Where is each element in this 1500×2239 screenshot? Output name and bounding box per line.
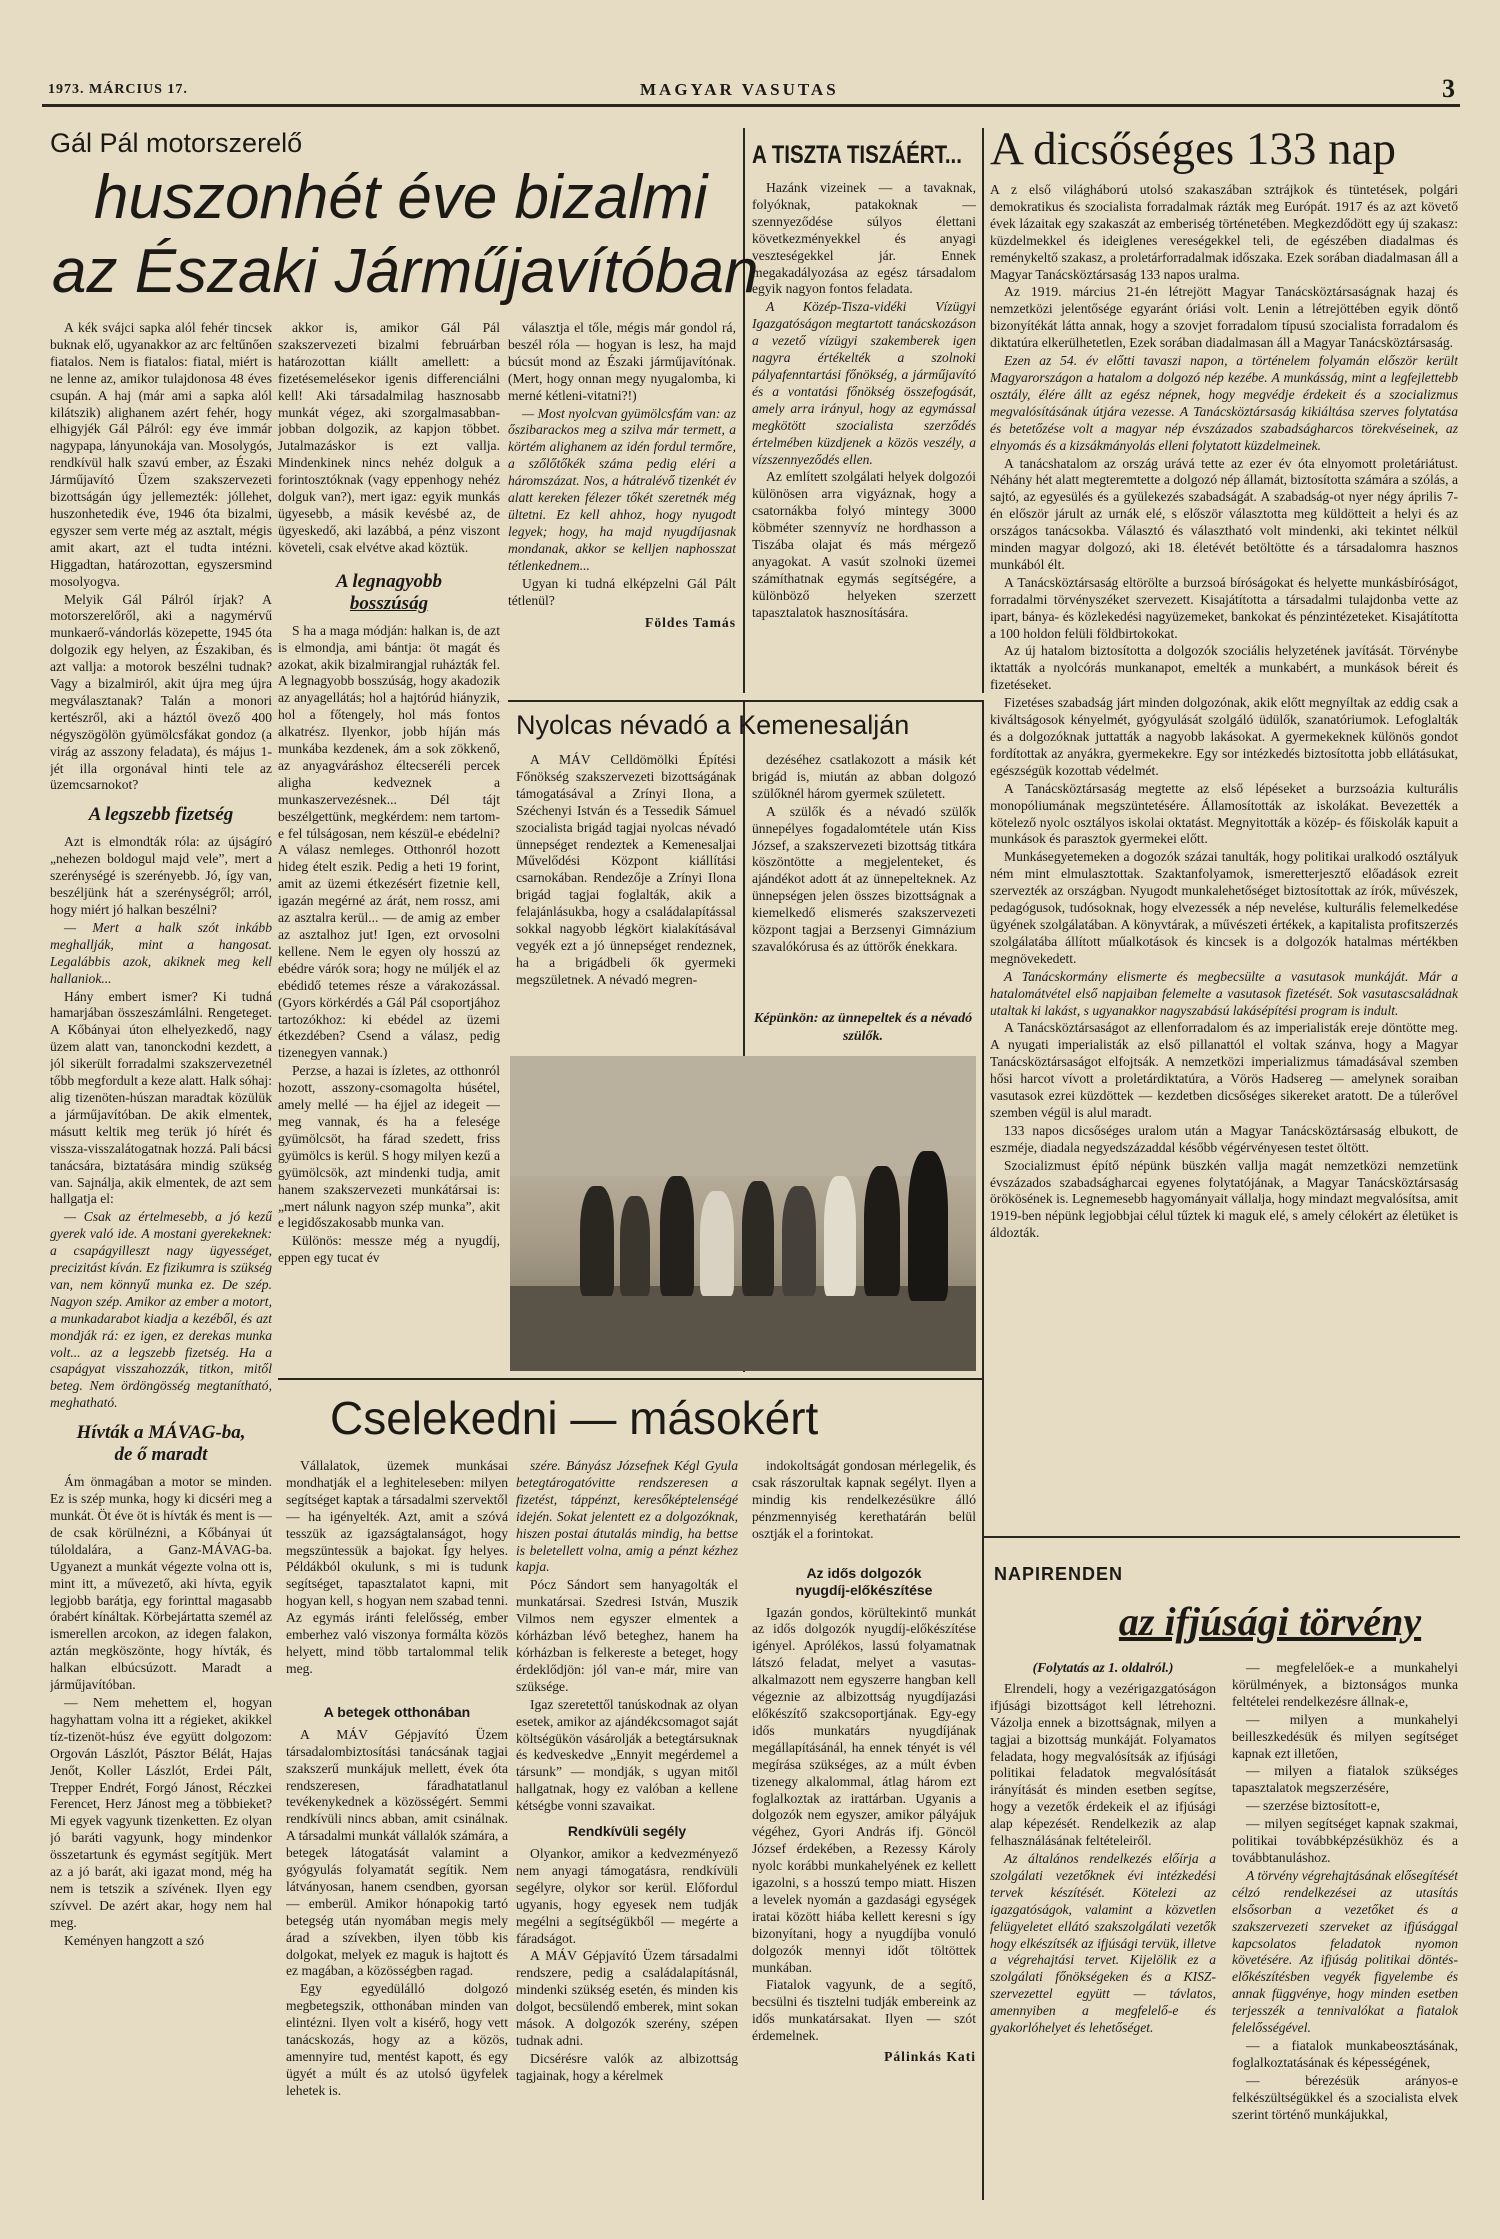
photo-floor [510, 1286, 976, 1371]
paragraph: Szocializmust építő népünk büszkén vallja magát nemzetközi nemzetünk évszázados szabadságharcai egyenes folytatójának, a Magyar Tanácsköztársaság örökösének is. Legnemesebb hagyományait vállalja, hogy mindazt megvalósítsa, amit 1919-ben népünk legjobbjai célul tűztek ki maguk elé, s amely célokért az életüket is áldozták. [990, 1157, 1458, 1241]
paragraph: Hazánk vizeinek — a tavaknak, folyóknak, patakoknak — szennyeződése súlyos élettani következményekkel és anyagi veszteségekkel jár. Ennek megakadályozása az egész társadalom egyik nagyon fontos feladata. [752, 180, 976, 297]
paragraph: Fizetéses szabadság járt minden dolgozónak, akik előtt megnyíltak az eddig csak a kiváltságosok kényelmét, gyógyulását szolgáló üdülők, szanatóriumok. Lefoglalták és a dolgozóknak juttatták a nagyobb lakásokat. A gyermekeknek különös gondot fordítottak az anyákra, gyermekekre. Egy sor intézkedés biztosította jobb ellátásukat, egészségük kozottab védelmét. [990, 695, 1458, 778]
paragraph: Igazán gondos, körültekintő munkát az idős dolgozók nyugdíj-előkészítése igényel. Aprólékos, lassú folyamatnak látszó feladat, melyet a vasutas-alkalmazott nem egyszerre hangban kell végeznie az albizottság nyugdíjazási előkészítő szakcsoportjának. Egy-egy idős munkatárs nyugdíjának megállapításánál, ha ennek tényét is vél megírása szükséges, az a múlt évben tizenegy alkalommal, átlag három ezt foglalkoztak az irattárban. Ugyanis a dolgozók nem egyszer, amikor pályájuk végéhez, Gyori András ifj. Göncöl József érdekében, a Rezessy Károly nyolc korábbi munkahelyének ez kellett igazolni, s a hosszú tempo miatt. Hiszen a levelek nyomán a gazdasági egységek iratai között hiába kellett keresni s így bizonyítani, hogy a nyugdíjba vonuló dolgozók mennyi időt töltöttek munkában. [752, 1604, 976, 1975]
photo-person [580, 1186, 614, 1296]
paragraph: A tanácshatalom az ország urává tette az ezer év óta elnyomott proletáriátust. Néhány hét alatt megteremtette a dolgozó nép államát, biztosította számára a szólás, a sajtó, az egyesülés és a gyülekezés szabadságát. A szabadság-ot nyer négy április 7-én először járult az urnák elé, s először választotta meg küldötteit a helyi és az országos tanácsokba. Választó és választható volt mindenki, aki tekintet nélkül minden magyar dolgozó, aki 18. életévét betöltötte és a társadalomra hasznos munkából élt. [990, 455, 1458, 572]
nyolcas-headline: Nyolcas névadó a Kemenesalján [516, 710, 910, 740]
main-kicker: Gál Pál motorszerelő [50, 128, 303, 158]
paragraph: A MÁV Celldömölki Építési Főnökség szakszervezeti bizottságának támogatásával a Zrínyi Ilona, a Széchenyi István és a Tessedik Sámuel szocialista brigád tagjai nyolcas névadó ünnepséget rendeztek a Kemenesaljai Művelődési Központ kiállítási csarnokában. Rendezője a Zrínyi Ilona brigád tagjai foglalták, akik a felajánlásukba, hogy a családalapítással sokkal nagyobb légkört kialakításával vegyék ezt a jó ünnepséget rendeznek, ha a brigádbeli ők gyermeki megszületnek. A névadó megren- [516, 752, 736, 987]
photo-person [620, 1196, 650, 1296]
main-headline-line2: az Északi Járműjavítóban [52, 237, 759, 306]
paragraph: Az 1919. március 21-én létrejött Magyar Tanácsköztársaságnak hazaj és nemzetközi jelentősége egyaránt óriási volt. Lenin a létrejöttében egyik döntő bizonyítékát látta annak, hogy a szovjet forradalom típusú szocialista forradalom és diktatúra elkerülhetetlen, Ezek sorában diadalmasan áll a Magyar Tanácsköztársaság. [990, 284, 1458, 351]
subheading-nyugdij [752, 1565, 976, 1599]
paragraph: dezéséhez csatlakozott a másik két brigád is, miután az abban dolgozó szülőknél három gyermek született. [752, 752, 976, 801]
paragraph: Az új hatalom biztosította a dolgozók szociális helyzetének javítását. Törvénybe iktatták a nyolcórás munkanapot, emelték a munkabért, a munkások béreit és fizetéseket. [990, 643, 1458, 693]
paragraph: A törvény végrehajtásának elősegítését célzó rendelkezései az utasítás elsősorban a vezetőket és a szakszervezeti szerveket az ifjúsággal kapcsolatos feladatok nyomon követésére. Az ifjúság politikai döntés-előkészítésben vegyék figyelembe és annak függvénye, hogy minden esetben terjesszék a tennivalókat a fiatalok felelősségével. [1232, 1867, 1458, 2036]
naming-ceremony-photo [510, 1056, 976, 1371]
paragraph: akkor is, amikor Gál Pál szakszervezeti bizalmi februárban határozottan kiállt amellett: a fizetésemelésekor igenis differenciálni kell! Aki társadalmilag hasznosabb munkát végez, aki szorgalmasabban-jobban dolgozik, az kapjon többet. Jutalmazáskor is ezt vallja. Mindenkinek nincs nehéz dolguk a forintosztóknak (vagy eppenhogy nehéz dolguk van?), mert igaz: egyik munkás ügyesebb, a másik kevésbé az, de ügyeskedő, aki lazábbá, a pénz viszont követeli, csak elvétve akad köztük. [278, 320, 500, 555]
paragraph: Az általános rendelkezés előírja a szolgálati vezetőknek évi intézkedési tervek készítését. Kötelezi az igazgatóságok, valamint a közvetlen felügyeletet ellátó szakszolgálati vezetők hogy elkészítsék az ifjúsági tervük, illetve a végrehajtási tervet. Kijelölik ez a szolgálati főnökségeken és a KISZ-szervezettel együtt — távlatos, amennyiben a megfelelő-e és gyakorlóhelyet és lehetőséget. [990, 1850, 1216, 2036]
napirenden-column-1 [990, 1660, 1216, 2200]
subheading-nyugdij-line1: Az idős dolgozók [806, 1564, 922, 1581]
paragraph: Ugyan ki tudná elképzelni Gál Pált tétlenül? [508, 575, 736, 608]
paragraph: 133 napos dicsőséges uralom után a Magyar Tanácsköztársaság elbukott, de eszméje, diadala negyedszázaddal később végérvényesen testet öltött. [990, 1122, 1458, 1155]
paragraph: Dicsérésre valók az albizottság tagjainak, hogy a kérelmek [516, 2050, 738, 2083]
paragraph: A Tanácsköztársaságot az ellenforradalom és az imperialisták ereje döntötte meg. A nyugati imperialisták az első pillanattól el voltak szánva, hogy a Magyar Tanácsköztársaságot elfojtsák. A nemzetközi imperializmus támadásával szemben hősi harcot vívott a proletárdiktatúra, a Vörös Hadsereg — amelynek soraiban vasutasok ezrei küzdöttek — kezdetben dicsőséges sikereket aratott. De a túlerővel szemben végül is alul maradt. [990, 1020, 1458, 1120]
paragraph: Különös: messze még a nyugdíj, eppen egy tucat év [278, 1233, 500, 1266]
paragraph: — Csak az értelmesebb, a jó kezű gyerek való ide. A mostani gyerekeknek: a csapágyilleszt nagy ügyességet, precizitást kíván. Ez fizikumra is szükség van, nem könnyű munka ez. De szép. Nagyon szép. Amikor az ember a motort, a munkadarabot kiadja a kezéből, és azt mondják rá: ez igen, ez derekas munka volt... az a legszebb fizetség. Ha a csapágyat visszahozzák, titkon, mitől beteg. Nem ördöngösség megtanítható, meghatható. [50, 1209, 272, 1411]
photo-back-wall [510, 1056, 976, 1176]
napirenden-column-2 [1232, 1660, 1458, 2200]
main-column-3 [508, 320, 736, 695]
separator-tisza-left [743, 128, 745, 693]
paragraph: A szülők és a névadó szülők ünnepélyes fogadalomtétele után Kiss József, a szakszervezeti bizottság titkára köszöntötte a megjelenteket, és ajándékot adott át az ünnepelteknek. Az ünnepségen jelen összes bizottságnak a kiemelkedő elismerés szakszervezeti központ tagjai a Berzsenyi Gimnázium szavalókórusa és az úttörők énekkara. [752, 803, 976, 954]
paragraph: A Tanácsköztársaság megtette az első lépéseket a burzsoázia kulturális monopóliumának megszüntetésére. Államosították az iskolákat. Bevezették a kötelező nyolc osztályos iskolai oktatást. Megnyitották a közép- és főiskolák kapuit a munkások és parasztok gyermekei előtt. [990, 780, 1458, 847]
photo-person [782, 1186, 816, 1296]
paragraph: szére. Bányász Józsefnek Kégl Gyula betegtárogatóvitte rendszeresen a fizetést, táppénzt, keresőképtelenségé idején. Sokat jelentett ez a dolgozóknak, hiszen postai átutalás mindig, ha bettse is beletellett volna, amig a pénzt kézhez kapja. [516, 1458, 738, 1575]
separator-above-nyolcas [508, 700, 984, 702]
paragraph: A kék svájci sapka alól fehér tincsek buknak elő, ugyanakkor az arc feltűnően fiatalos. Nem is fiatalos: fiatal, miért is ne lenne az, amikor tulajdonosa 48 éves csupán. A haj (már ami a sapka alól kilátszik) alighanem azért fehér, hogy elhigyjék Gál Pálról: egy éve immár nagypapa, lányunokája van. Mosolygós, rendkívül halk szavú ember, az Északi Járműjavító Üzem szakszervezeti bizottságán úgy jellemezték: jóllehet, huszonhetedik éve, 1946 óta bizalmi, egyszer sem verte még az asztalt, mégis amit akart, azt el tudta intézni. Higgadtan, határozottan, egyszersmind mosolyogva. [50, 320, 272, 589]
separator-right-column [982, 700, 984, 2200]
list-item: — bérezésük arányos-e felkészültségükkel és a szocialista elvek szerint történő munkájukkal, [1232, 2072, 1458, 2122]
cselekedni-signature: Pálinkás Kati [884, 2049, 976, 2065]
headline-133: A dicsőséges 133 nap [990, 123, 1396, 175]
paragraph: Azt is elmondták róla: az újságíró „nehezen boldogul majd vele”, mert a szerénységé is szerényebb. Jó, így van, beszéljünk hát a szerénységről; arról, hogy miért jó halkan beszélni? [50, 834, 272, 917]
photo-person [824, 1176, 856, 1296]
separator-tisza-right [982, 128, 984, 693]
paragraph: Pócz Sándort sem hanyagolták el munkatársai. Szedresi István, Muszik Vilmos nem egyszer elmentek a kórházban lévő beteghez, hanem ha kórházban is felkereste a beteget, hogy érdeklődjön: jól van-e már, mire van szüksége. [516, 1577, 738, 1694]
list-item: — milyen segítséget kapnak szakmai, politikai továbbképzésükhöz és a továbbtanuláshoz. [1232, 1816, 1458, 1865]
paragraph: S ha a maga módján: halkan is, de azt is elmondja, ami bántja: öt magát és azokat, akik bizalmirangjal ruházták fel. A legnagyobb bosszúság, hogy akadozik az anyagellátás; hol a hajtórúd hiányzik, hol a főtengely, hol más fontos alkatrész. Ilyenkor, jobb híján más munkába kezdenek, ám a sok zökkenő, az anyagváráshoz éltecseréli percek aligha kedveznek a munkaszervezésnek... Dél tájt beszélgettünk, megkérdem: nem tartom-e fel túlságosan, nem készül-e ebédelni? A válasz nemleges. Otthonról hozott hideg ételt eszik. Pedig a heti 19 forint, amit az üzemi étkezésért fizetnie kell, igazán megérné az árát, nem rossz, ami az asztalra kerül... — de amig az ember az asztalhoz jut! Igen, ezt orvosolni kellene. Nem le egyen oly hosszú az ebédre várók sora; hogy ne múljék el az ebédidő tetemes része a várakozással. (Gyors körkérdés a Gál Pál csoportjához tartozókhoz: ki ebédel az üzemi étkezdében? Csend a válasz, pedig tizenegyen vannak.) [278, 622, 500, 1061]
paragraph: A Tanácskormány elismerte és megbecsülte a vasutasok munkáját. Már a hatalomátvétel első napjaiban felemelte a vasutasok fizetését. Sok vasutascsaládnak utaltak ki lakást, s ugyanakkor nagyszabású lakásépítési program is indult. [990, 968, 1458, 1018]
column-133 [990, 182, 1458, 1527]
subheading-mavag-line1: Hívták a MÁVAG-ba, [76, 1422, 246, 1444]
subheading-nyugdij-line2: nyugdíj-előkészítése [795, 1581, 933, 1598]
paragraph: Ám önmagában a motor se minden. Ez is szép munka, hogy ki dicséri meg a munkát. Öt éve öt is hívták és ment is — de csak körülnézni, a Kőbányai út túloldalára, a Ganz-MÁVAG-ba. Ugyanezt a munkát végezte volna ott is, mint itt, a művezető, aki hívta, egyik legjobb barátja, egy forinttal magasabb órabért kínáltak. Körbejártatta személ az ismerellen arcokon, az idegen falakon, aztán megköszönte, hogy hívták, és halkan elbúcsúzott. Maradt a járműjavítóban. [50, 1474, 272, 1693]
paragraph: A Közép-Tisza-vidéki Vízügyi Igazgatóságon megtartott tanácskozáson a vezető vízügyi szakemberek igen nagyra értékelték a szolnoki pályafenntartási főnökség, a járműjavító és a vontatási főnökség összefogását, amely arra irányul, hogy az egymással megkötött szocialista szerződés értelmében küzdjenek a közös veszély, a vízszennyeződés ellen. [752, 299, 976, 467]
subheading-bosszusag-line2: bosszúság [349, 592, 429, 614]
photo-person [742, 1181, 774, 1296]
photo-person [908, 1151, 948, 1301]
paragraph: — Most nyolcvan gyümölcsfám van: az őszibarackos meg a szilva már termett, a körtém alighanem az idén fordul termőre, a szőlőtőkék száma pedig eléri a háromszázat. Nos, a hátralévő tizenkét év alatt kereken félezer tőkét szeretnék még ültetni. Ez kell ahhoz, hogy nyugodt legyek; hogy, ha majd nyugdíjasnak mondanak, akkor se kelljen naphosszat tétlenkednem... [508, 405, 736, 573]
paragraph: A Tanácsköztársaság eltörölte a burzsoá bíróságokat és helyette munkásbíróságot, forradalmi törvényszéket szervezett. Kisajátította a társadalmi tulajdonba vette az ipart, bánya- és közlekedési nagyüzemeket, bankokat és pénzintézeteket. Kisajátította a 100 holdon felüli földbirtokokat. [990, 574, 1458, 641]
subheading-segely: Rendkívüli segély [567, 1823, 687, 1840]
subheading-betegek: A betegek otthonában [323, 1703, 471, 1720]
masthead-date: 1973. MÁRCIUS 17. [48, 82, 188, 97]
tisza-body [752, 180, 976, 695]
paragraph: Melyik Gál Pálról írjak? A motorszerelőről, aki a nagymérvű munkaerő-vándorlás közepette, 1945 óta dolgozik egy helyen, az Északiban, és azt vallja: a motorok beszélni tudnak? Vagy a bizalmiról, akit újra meg újra megválasztanak? Talán a monori kertészről, aki a háztól övező 400 négyszögölön gyümölcsfákat gondoz (a virág az asszony feladata), és május 1-jét illa orgonával hinti tele az üzemcsarnokot? [50, 591, 272, 793]
napirenden-continuation: (Folytatás az 1. oldalról.) [1032, 1660, 1174, 1675]
subheading-bosszusag-line1: A legnagyobb [335, 570, 443, 592]
subheading-fizetseg: A legszebb fizetség [88, 804, 234, 826]
masthead-rule [42, 104, 1460, 107]
list-item: — szerzése biztosított-e, [1246, 1798, 1380, 1814]
paragraph: Hány embert ismer? Ki tudná hamarjában összeszámlálni. Rengeteget. A Kőbányai úton elhelyezkedő, nagy üzem alatt van, tanonckodni kezdett, a jól sikerült forradalmi szakszervezetnél tőbb megfordult a keze alatt. Halk sóhaj: alig tizenöten-húszan maradtak közülük a járműjavítóban. De akik elmentek, másutt keltik meg terük jó hírét és vissza-visszalátogatnak hozzá. Pali bácsi tanácsára, biztatására mindig szükség van. Sajnálja, akik elmentek, de azt sem hallgatja el: [50, 988, 272, 1207]
list-item: — a fiatalok munkabeosztásának, foglalkoztatásának és képességének, [1232, 2037, 1458, 2070]
paragraph: indokoltságát gondosan mérlegelik, és csak rászorultak kapnak segélyt. Ilyen a mindig kis rendelkezésükre álló pénzmennyiség kerethatárán belül osztják el a forintokat. [752, 1458, 976, 1541]
main-column-2 [278, 320, 500, 1372]
paragraph: — Mert a halk szót inkább meghallják, mint a hangosat. Legalábbis azok, akiknek meg kell hallaniok... [50, 919, 272, 986]
paragraph: Az említett szolgálati helyek dolgozói különösen arra vigyáznak, hogy a csatornákba folyó mintegy 3000 köbméter szennyvíz ne hordhasson a Tiszába olajat és más mérgező anyagokat. A vasút szolnoki üzemei számíthatnak egymás segítségére, a különböző helyeken szerzett tapasztalatok hasznosítására. [752, 469, 976, 620]
list-item: — milyen a fiatalok szükséges tapasztalatok megszerzésére, [1232, 1763, 1458, 1796]
paragraph: Keményen hangzott a szó [64, 1932, 205, 1948]
separator-above-cselekedni [278, 1378, 983, 1380]
paragraph: Vállalatok, üzemek munkásai mondhatják el a leghiteleseben: milyen segítséget kaptak a társadalmi szervektől — ha igényelték. Azt, amit a szóvá tesszük az igazságtalanságot, hogy megszüntessük a bajokat. Így helyes. Példákból okulunk, s mi is tudunk segítséget, tapasztalatot kapni, mit hogyan kell, s hogyan nem szabad tenni. Az egymás iránti felelősség, ember emberhez való viszonya formálta közös helyett, mind több tartalommal telik meg. [286, 1458, 508, 1676]
masthead [40, 74, 1460, 103]
cselekedni-column-3 [752, 1458, 976, 2198]
paragraph: Olyankor, amikor a kedvezményező nem anyagi támogatásra, rendkívüli segélyre, olykor sor kerül. Előfordul ugyanis, hogy egyesek nem tudják megélni a segítségükből — megérte a fáradságot. [516, 1846, 738, 1946]
paragraph: Perzse, a hazai is ízletes, az otthonról hozott, asszony-csomagolta húsétel, amely mellé — ha éjjel az idegeit — meg vannak, és ha a felesége gyümölcsöt, ha fárad szedett, friss gyümölcs is kerül. S hogy milyen kezű a gyümölcsök, azt mindenki tudja, amit hanem szakszervezeti munkátársai is: „mert nálunk nagyon szép munka”, akit e legidőszakosabb munka van. [278, 1063, 500, 1231]
paragraph: Ezen az 54. év előtti tavaszi napon, a történelem folyamán először került Magyarországon a hatalom a dolgozó nép kezébe. A munkásság, mint a legfejlettebb osztály, élére állt az egész népnek, hogy megvédje érdekeit és a szocializmus megvalósításának útjára vezesse. A Tanácsköztársaság kikiáltása szerves folytatása és betetőzése volt a magyar nép évszázados szabadságharcos törekvéseinek, az elnyomás és a kizsákmányolás elleni folytatott küzdelmeinek. [990, 353, 1458, 453]
paragraph: Igaz szeretettől tanúskodnak az olyan esetek, amikor az ajándékcsomagot saját költségükön vásárolják a betegtársuknak és kedveskedve „Ennyit megérdemel a társunk” — mondják, s ugyan mitől hallgatnak, hogy ez valóban a kellene kétségbe vonni szavaikat. [516, 1696, 738, 1814]
paragraph: — Nem mehettem el, hogyan hagyhattam volna itt a régieket, akikkel tíz-tizenöt-húsz éve együtt dolgozom: Orgován Lászlót, Pásztor Bélát, Hajas Jenőt, Koller Lászlót, Erdei Pált, Trepper Endrét, Forgó Jánost, Réczkei Ferencet, Herz Jánost meg a többieket? Mi egyek vagyunk tizenketten. Ez olyan jó baráti vagyunk, hogy mindenkor összetartunk és egymást segítjük. Mert az a jó barát, aki igazat mond, még ha nem is tetszik a szívének. Ilyen egy szívvel. De azért akar, hogy nem hal meg. [50, 1694, 272, 1930]
main-column-1 [50, 320, 272, 2195]
paragraph: Egy egyedülálló dolgozó megbetegszik, otthonában minden van elintézni. Ilyen volt a kisérő, hogy vett tanácskozás, hogy az a közös, amennyire tud, mentést kapott, és egy ügyét a múlt és az utolsó ügyfelek lehetek is. [286, 1981, 508, 2098]
subheading-mavag-line2: de ő maradt [114, 1444, 208, 1466]
nyolcas-photo-caption: Képünkön: az ünnepeltek és a névadó szülők. [753, 1011, 973, 1044]
paragraph: Fiatalok vagyunk, de a segítő, becsülni és tisztelni tudják embereink az idős munkatársakat. Ilyen — szót érdemelnek. [752, 1977, 976, 2044]
paragraph: A MÁV Gépjavító Üzem társadalmi rendszere, pedig a családalapításnál, mindenki szükség esetén, és minden kis dolgot, becsülendő emberek, mint sokan mások. A dolgozók szerény, szépen tudnak adni. [516, 1948, 738, 2048]
page-number: 3 [1442, 74, 1455, 103]
paragraph: A z első világháború utolsó szakaszában sztrájkok és tüntetések, polgári demokratikus és szocialista forradalmak rázták meg Európát. 1917 és az azt követő évek lázaitak egy szakaszát az emberiség történetében. Megkezdődött egy új szakasz: küzdelmekkel és ideiglenes vereségekkel teli, de egészében diadalmas és reménykeltő szakasz, a proletárforradalmak időszaka. Ezek sorában diadalmasan áll a Magyar Tanácsköztársaság 133 napos uralma. [990, 182, 1458, 282]
nyolcas-column-1 [516, 752, 736, 1052]
list-item: — megfelelőek-e a munkahelyi körülmények, a biztonságos munka feltételei rendelkezésre állnak-e, [1232, 1660, 1458, 1709]
main-headline-line1: huszonhét éve bizalmi [94, 163, 708, 232]
tisza-headline: A TISZTA TISZÁÉRT... [752, 141, 962, 169]
separator-above-napirenden [984, 1536, 1460, 1538]
paragraph: Munkásegyetemeken a dogozók százai tanulták, hogy politikai uralkodó osztályuk ném mint elmulasztottak. Szaktanfolyamok, ismeretterjesztő előadások ezreit szervezték az országban. Nyugodt munkalehetőséget biztosítottak az írók, művészek, pedagógusok, tudósoknak, hogy elvezessék a nép nevelése, kulturális felemelkedése ügyének szolgálatában. A könyvtárak, a művészeti értékek, a kapitalista profitszerzés szolgálatába állított műalkotások és kincsek is a dolgozók hatalmas mértékben megnövekedett. [990, 849, 1458, 966]
photo-person [700, 1191, 734, 1296]
napirenden-kicker: NAPIRENDEN [994, 1564, 1124, 1584]
napirenden-headline: az ifjúsági törvény [1118, 1599, 1422, 1644]
cselekedni-headline: Cselekedni — másokért [330, 1392, 819, 1444]
main-signature: Földes Tamás [645, 615, 736, 631]
masthead-paper-title: MAGYAR VASUTAS [640, 80, 839, 99]
photo-person [660, 1176, 694, 1296]
nyolcas-column-2 [752, 752, 976, 1002]
subheading-mavag [50, 1422, 272, 1466]
cselekedni-column-1 [286, 1458, 508, 2198]
list-item: — milyen a munkahelyi beilleszkedésük és milyen segítséget kapnak ezt illetően, [1232, 1711, 1458, 1761]
paragraph: Elrendeli, hogy a vezérigazgatóságon ifjúsági bizottságot kell létrehozni. Vázolja ennek a bizottságnak, milyen a tagjai a bizottság munkáját. Folyamatos feladata, hogy megvalósítsák az ifjúsági politikai feladatok megvalósítását irányítását és minden esetben segítse, hogy a vezetők érdekeik el az ifjúsági alap képezését. Rendelkezik az alap felhasználásának feltételeiről. [990, 1680, 1216, 1849]
subheading-bosszusag [278, 571, 500, 615]
photo-person [864, 1166, 900, 1296]
paragraph: A MÁV Gépjavító Üzem társadalombiztosítási tanácsának tagjai szakszerű munkájuk mellett, évek óta rendszeresen, fáradhatatlanul tevékenykednek a közösségért. Semmi rendkívüli nincs abban, amit csinálnak. A társadalmi munkát vállalók számára, a betegek látogatását valamint a gyógyulás folyamatát segítik. Nem látványosan, hanem csendben, gyorsan — emberül. Amikor hónapokig tartó betegség után nyomában megis mely árad a szívekben, ilyen több kis dolgokat, melyek ez maguk is hajtott és ez magában, a közösségben ragad. [286, 1726, 508, 1979]
cselekedni-column-2 [516, 1458, 738, 2198]
paragraph: választja el tőle, mégis már gondol rá, beszél róla — hogyan is lesz, ha majd búcsút mond az Északi járműjavítónak. (Mert, hogy onnan megy nyugalomba, ki merné kétleni-vitatni?!) [508, 320, 736, 403]
